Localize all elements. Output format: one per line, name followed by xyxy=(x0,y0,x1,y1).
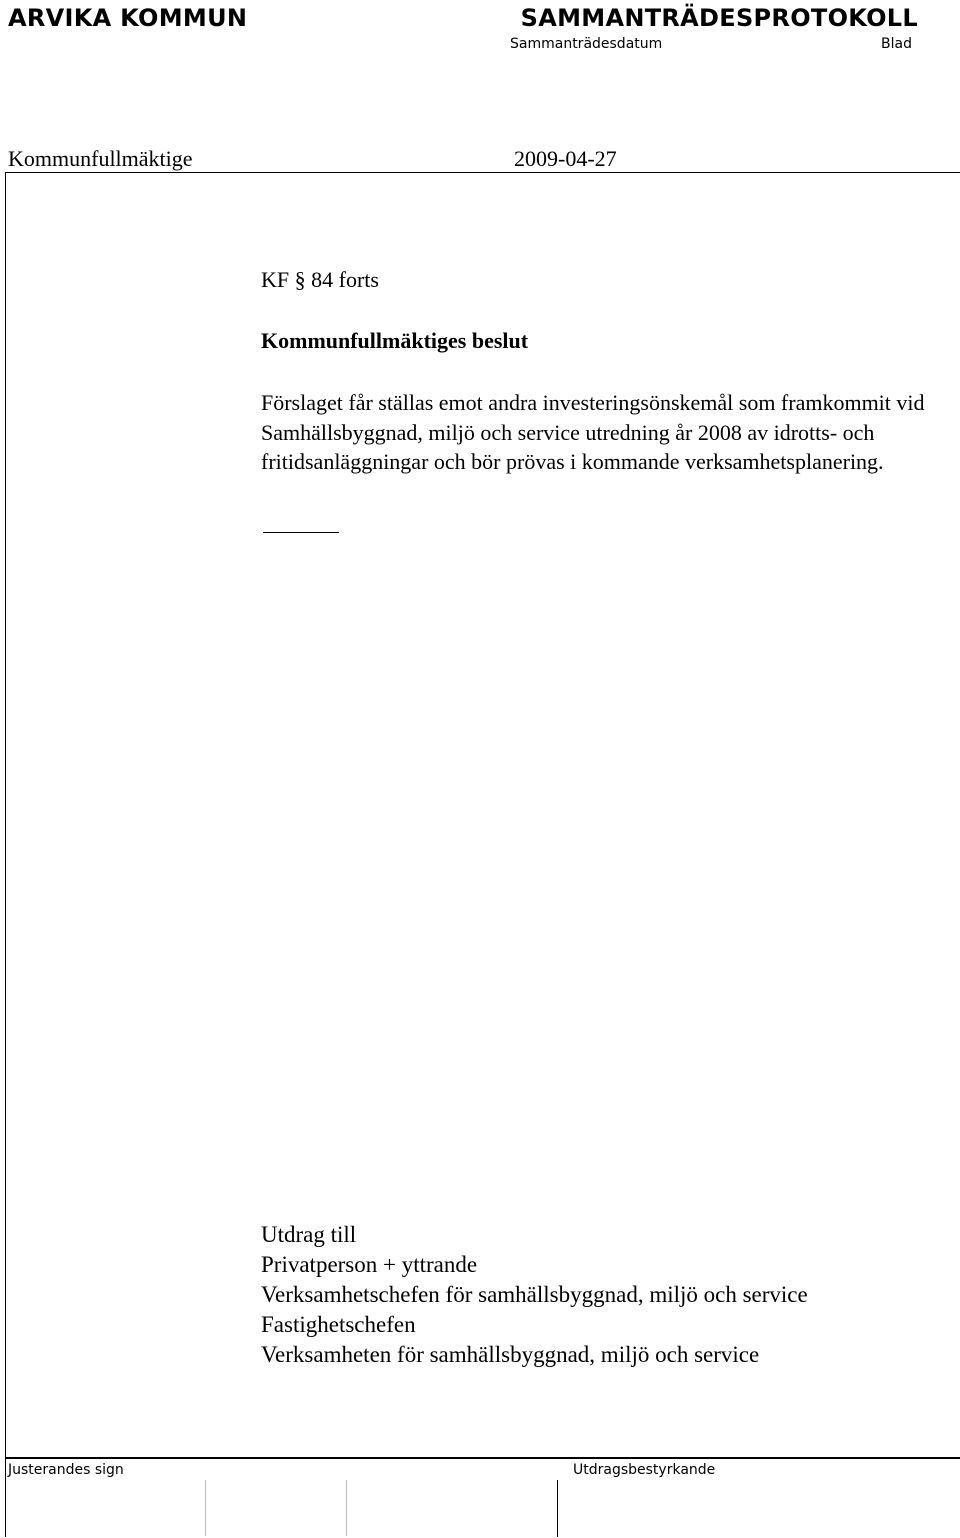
signature-box-divider xyxy=(205,1480,206,1536)
org-name: ARVIKA KOMMUN xyxy=(8,4,248,32)
committee-name: Kommunfullmäktige xyxy=(8,146,193,171)
footer-divider xyxy=(5,1457,960,1459)
distribution-list xyxy=(261,1220,956,1370)
decision-heading: Kommunfullmäktiges beslut xyxy=(261,328,529,353)
distribution-recipient: Verksamheten för samhällsbyggnad, miljö och service xyxy=(261,1342,760,1367)
distribution-recipient: Fastighetschefen xyxy=(261,1312,416,1337)
header-divider xyxy=(5,172,960,173)
section-end-rule xyxy=(263,532,339,533)
distribution-recipient: Privatperson + yttrande xyxy=(261,1252,478,1277)
meeting-date: 2009-04-27 xyxy=(514,146,617,171)
section-reference: KF § 84 forts xyxy=(261,267,379,292)
distribution-heading: Utdrag till xyxy=(261,1222,357,1247)
distribution-recipient: Verksamhetschefen för samhällsbyggnad, miljö och service xyxy=(261,1282,808,1307)
meeting-date-label: Sammanträdesdatum xyxy=(510,36,663,52)
document-type: SAMMANTRÄDESPROTOKOLL xyxy=(520,4,918,32)
signature-label: Justerandes sign xyxy=(8,1462,124,1478)
extract-certification-label: Utdragsbestyrkande xyxy=(573,1462,716,1478)
decision-text: Förslaget får ställas emot andra investeringsönskemål som framkommit vid Samhällsbyggnad, miljö och service utredning år 2008 av idrotts- och fritidsanläggningar och bör prövas i kommande verksamhetsplanering. xyxy=(261,390,925,474)
left-margin-line xyxy=(5,172,6,1537)
page-label: Blad xyxy=(881,36,912,52)
certification-box-divider xyxy=(557,1480,558,1537)
signature-box-divider xyxy=(346,1480,347,1536)
